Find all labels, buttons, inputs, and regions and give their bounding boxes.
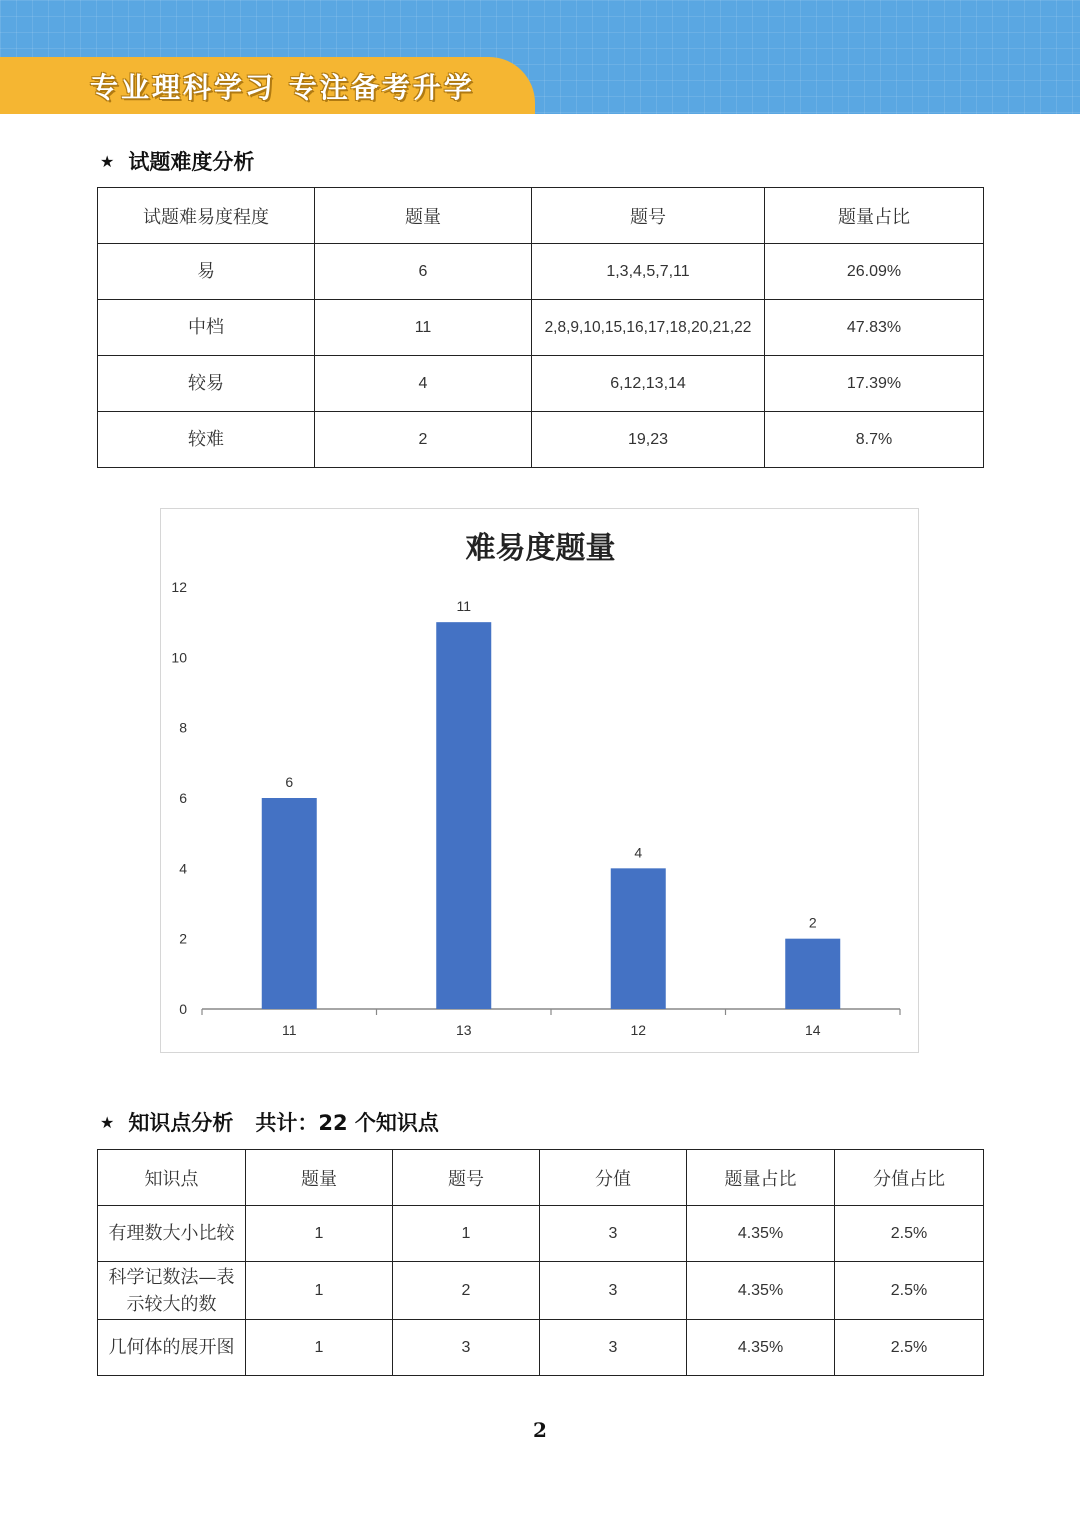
count-cell: 4 — [315, 356, 532, 412]
difficulty-bar-chart — [160, 508, 919, 1053]
score-ratio-cell: 2.5% — [835, 1320, 984, 1376]
difficulty-level-cell: 较易 — [98, 356, 315, 412]
header-cell: 试题难易度程度 — [98, 188, 315, 244]
knowledge-point-cell: 有理数大小比较 — [98, 1206, 246, 1262]
star-icon: ★ — [100, 152, 115, 171]
count-cell: 1 — [246, 1320, 393, 1376]
table-row — [98, 244, 984, 300]
header-cell: 题量 — [315, 188, 532, 244]
table-row — [98, 1320, 984, 1376]
knowledge-point-cell: 几何体的展开图 — [98, 1320, 246, 1376]
score-cell: 3 — [540, 1206, 687, 1262]
header-cell: 分值 — [540, 1150, 687, 1206]
ratio-cell: 8.7% — [765, 412, 984, 468]
x-tick-label: 14 — [804, 1022, 821, 1038]
header-cell: 题量占比 — [687, 1150, 835, 1206]
score-cell: 3 — [540, 1262, 687, 1320]
question-number-cell: 2 — [393, 1262, 540, 1320]
score-ratio-cell: 2.5% — [835, 1262, 984, 1320]
count-cell: 1 — [246, 1262, 393, 1320]
difficulty-section-heading — [100, 146, 254, 176]
header-cell: 题号 — [393, 1150, 540, 1206]
header-cell: 知识点 — [98, 1150, 246, 1206]
y-tick-label: 8 — [179, 719, 187, 736]
count-ratio-cell: 4.35% — [687, 1206, 835, 1262]
page-number: 2 — [533, 1418, 547, 1442]
ratio-cell: 17.39% — [765, 356, 984, 412]
count-ratio-cell: 4.35% — [687, 1320, 835, 1376]
ratio-cell: 26.09% — [765, 244, 984, 300]
table-row — [98, 412, 984, 468]
knowledge-table — [97, 1149, 984, 1376]
score-ratio-cell: 2.5% — [835, 1206, 984, 1262]
score-cell: 3 — [540, 1320, 687, 1376]
header-cell: 题号 — [532, 188, 765, 244]
chart-title: 难易度题量 — [465, 531, 616, 566]
y-tick-label: 12 — [171, 579, 187, 595]
count-cell: 11 — [315, 300, 532, 356]
difficulty-level-cell: 较难 — [98, 412, 315, 468]
difficulty-section-title: 试题难度分析 — [128, 150, 255, 174]
banner-slogan: 专业理科学习 专注备考升学 — [90, 71, 475, 104]
table-header-row — [98, 1150, 984, 1206]
count-cell: 1 — [246, 1206, 393, 1262]
ratio-cell: 47.83% — [765, 300, 984, 356]
knowledge-section-title: 知识点分析 — [128, 1111, 234, 1135]
question-numbers-cell: 19,23 — [532, 412, 765, 468]
difficulty-level-cell: 易 — [98, 244, 315, 300]
header-cell: 分值占比 — [835, 1150, 984, 1206]
question-numbers-cell: 6,12,13,14 — [532, 356, 765, 412]
question-numbers-cell: 1,3,4,5,7,11 — [532, 244, 765, 300]
y-tick-label: 2 — [179, 930, 187, 947]
bar-data-label: 6 — [285, 774, 294, 790]
difficulty-level-cell: 中档 — [98, 300, 315, 356]
question-numbers-cell: 2,8,9,10,15,16,17,18,20,21,22 — [532, 300, 765, 356]
x-tick-label: 13 — [455, 1022, 472, 1038]
bar-data-label: 11 — [456, 598, 472, 615]
y-tick-label: 10 — [171, 649, 187, 666]
star-icon: ★ — [100, 1113, 115, 1132]
count-ratio-cell: 4.35% — [687, 1262, 835, 1320]
knowledge-point-cell: 科学记数法—表示较大的数 — [98, 1262, 246, 1320]
chart-plot-area — [161, 509, 920, 1054]
header-cell: 题量 — [246, 1150, 393, 1206]
bar — [785, 939, 840, 1009]
question-number-cell: 1 — [393, 1206, 540, 1262]
bar-data-label: 2 — [808, 914, 817, 931]
table-row — [98, 1206, 984, 1262]
y-tick-label: 0 — [179, 1001, 187, 1017]
knowledge-total: 共计：22 个知识点 — [255, 1111, 439, 1135]
bar-data-label: 4 — [634, 844, 643, 861]
x-tick-label: 12 — [630, 1022, 647, 1038]
count-cell: 6 — [315, 244, 532, 300]
knowledge-section-heading — [100, 1107, 439, 1137]
table-row — [98, 1262, 984, 1320]
header-banner — [0, 0, 1080, 114]
question-number-cell: 3 — [393, 1320, 540, 1376]
count-cell: 2 — [315, 412, 532, 468]
x-tick-label: 11 — [281, 1022, 297, 1038]
bar — [436, 622, 491, 1009]
y-tick-label: 4 — [179, 860, 187, 877]
table-row — [98, 356, 984, 412]
header-cell: 题量占比 — [765, 188, 984, 244]
bar — [611, 868, 666, 1009]
table-row — [98, 300, 984, 356]
y-tick-label: 6 — [179, 790, 187, 806]
table-header-row — [98, 188, 984, 244]
difficulty-table — [97, 187, 984, 468]
bar — [262, 798, 317, 1009]
